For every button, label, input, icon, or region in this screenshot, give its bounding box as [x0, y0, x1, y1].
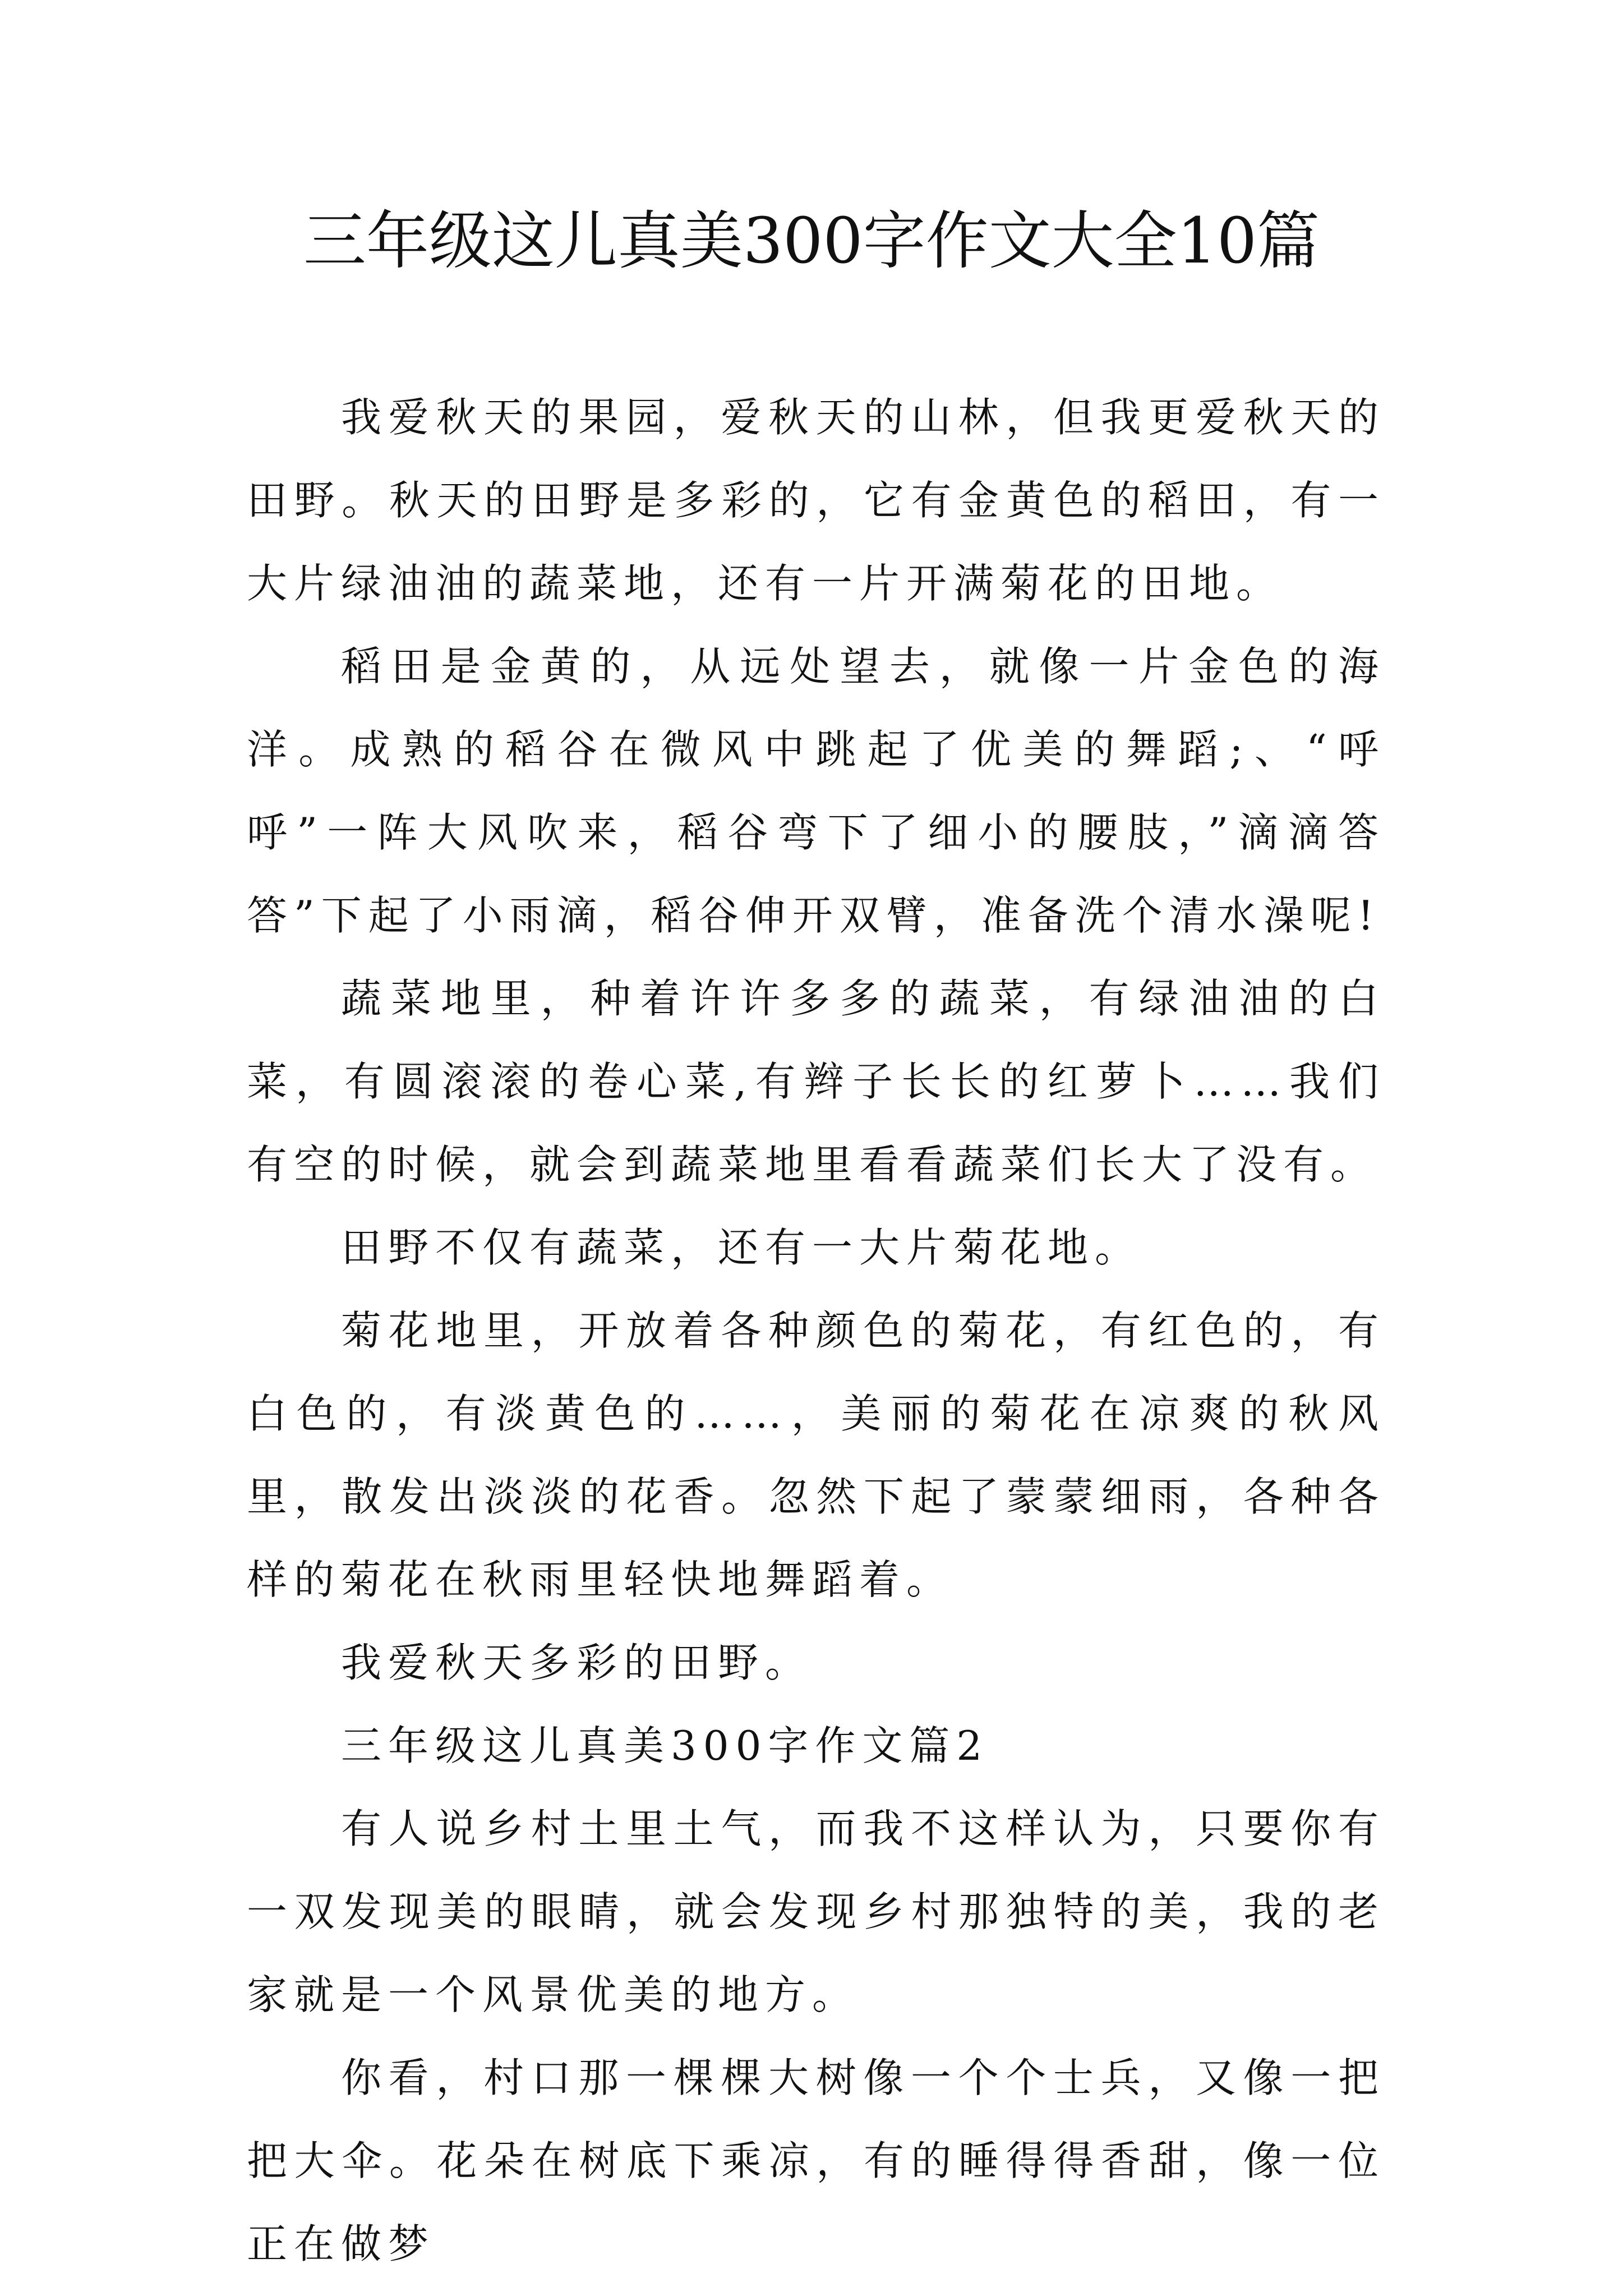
- paragraph: 蔬菜地里，种着许许多多的蔬菜，有绿油油的白菜，有圆滚滚的卷心菜,有辫子长长的红萝卜……我们有空的时候，就会到蔬菜地里看看蔬菜们长大了没有。: [247, 975, 1385, 1188]
- paragraph: 我爱秋天多彩的田野。: [341, 1639, 813, 1686]
- paragraph: 有人说乡村土里土气，而我不这样认为，只要你有一双发现美的眼睛，就会发现乡村那独特的美，我的老家就是一个风景优美的地方。: [247, 1805, 1385, 2018]
- paragraph: 田野不仅有蔬菜，还有一大片菊花地。: [341, 1224, 1142, 1271]
- document-body: [247, 376, 1385, 2285]
- document-title: 三年级这儿真美300字作文大全10篇: [303, 205, 1320, 278]
- paragraph: 稻田是金黄的，从远处望去，就像一片金色的海洋。成熟的稻谷在微风中跳起了优美的舞蹈;、“呼呼”一阵大风吹来，稻谷弯下了细小的腰肢，”滴滴答答”下起了小雨滴，稻谷伸开双臂，准备洗个清水澡呢!: [247, 643, 1385, 939]
- paragraph: 我爱秋天的果园，爱秋天的山林，但我更爱秋天的田野。秋天的田野是多彩的，它有金黄色的稻田，有一大片绿油油的蔬菜地，还有一片开满菊花的田地。: [247, 394, 1385, 607]
- paragraph: 菊花地里，开放着各种颜色的菊花，有红色的，有白色的，有淡黄色的……，美丽的菊花在凉爽的秋风里，散发出淡淡的花香。忽然下起了蒙蒙细雨，各种各样的菊花在秋雨里轻快地舞蹈着。: [247, 1307, 1385, 1603]
- section-heading: 三年级这儿真美300字作文篇2: [341, 1722, 989, 1769]
- paragraph: 你看，村口那一棵棵大树像一个个士兵，又像一把把大伞。花朵在树底下乘凉，有的睡得得香甜，像一位正在做梦: [247, 2054, 1385, 2267]
